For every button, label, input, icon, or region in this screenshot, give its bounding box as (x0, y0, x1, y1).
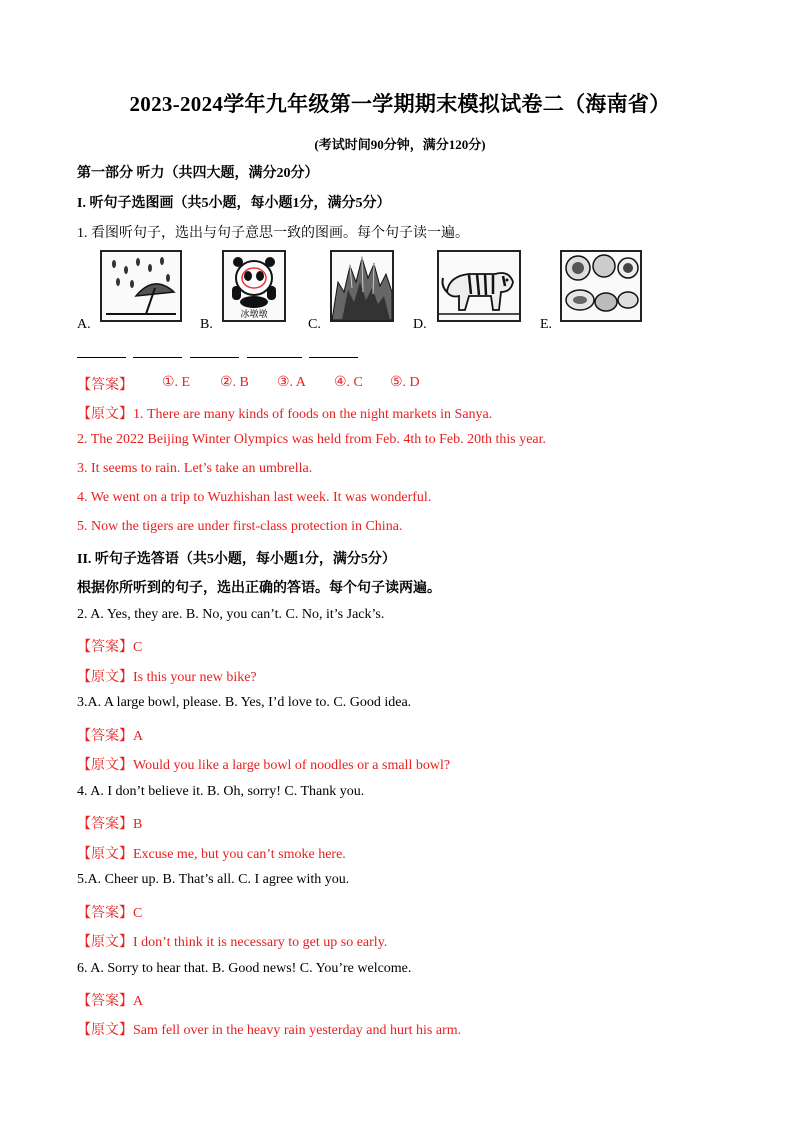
answer-value: ④. C (334, 375, 363, 390)
transcript-line (77, 403, 492, 423)
answer-value: ③. A (277, 375, 306, 390)
tiger-icon (437, 250, 521, 322)
answer-line (77, 902, 142, 922)
night-market-food-icon (560, 250, 642, 322)
question-instruction: 1. 看图听句子，选出与句子意思一致的图画。每个句子读一遍。 (77, 226, 469, 241)
answer-value: C (133, 640, 143, 655)
answer-tag: 【答案】 (77, 906, 133, 921)
transcript-text: Sam fell over in the heavy rain yesterday and hurt his arm. (133, 1023, 462, 1038)
answer-value: A (133, 994, 144, 1009)
bing-dwen-dwen-mascot-icon (222, 250, 286, 322)
answer-value: ①. E (162, 375, 191, 390)
section-heading: II. 听句子选答语（共5小题，每小题1分，满分5分） (77, 552, 396, 567)
transcript-tag: 【原文】 (77, 847, 133, 862)
answer-tag: 【答案】 (77, 640, 133, 655)
answer-value: C (133, 906, 143, 921)
answer-tag: 【答案】 (77, 994, 133, 1009)
transcript-text: 1. There are many kinds of foods on the night markets in Sanya. (133, 407, 493, 422)
transcript-tag: 【原文】 (77, 407, 133, 422)
option-b-label: B. (200, 317, 213, 332)
transcript-line (77, 1019, 461, 1039)
answer-tag: 【答案】 (77, 817, 133, 832)
question-options: 5.A. Cheer up. B. That’s all. C. I agree with you. (77, 872, 350, 887)
section-heading: I. 听句子选图画（共5小题，每小题1分，满分5分） (77, 196, 391, 211)
rain-umbrella-icon (100, 250, 182, 322)
transcript-text: Is this your new bike? (133, 670, 257, 685)
transcript-text: 3. It seems to rain. Let’s take an umbrella. (77, 461, 313, 476)
transcript-tag: 【原文】 (77, 1023, 133, 1038)
question-options: 4. A. I don’t believe it. B. Oh, sorry! C. Thank you. (77, 784, 365, 799)
transcript-line (77, 666, 257, 686)
option-d-label: D. (413, 317, 427, 332)
answer-line (77, 636, 142, 656)
option-c-label: C. (308, 317, 321, 332)
transcript-text: 2. The 2022 Beijing Winter Olympics was held from Feb. 4th to Feb. 20th this year. (77, 432, 547, 447)
transcript-text: 4. We went on a trip to Wuzhishan last week. It was wonderful. (77, 490, 432, 505)
section-instruction: 根据你所听到的句子，选出正确的答语。每个句子读两遍。 (77, 581, 441, 596)
transcript-tag: 【原文】 (77, 670, 133, 685)
question-options: 2. A. Yes, they are. B. No, you can’t. C. No, it’s Jack’s. (77, 607, 385, 622)
part-heading: 第一部分 听力（共四大题，满分20分） (77, 166, 319, 181)
answer-line (77, 813, 142, 833)
option-a-label: A. (77, 317, 91, 332)
answer-value: B (133, 817, 143, 832)
option-e-label: E. (540, 317, 553, 332)
transcript-line (77, 754, 450, 774)
transcript-text: Would you like a large bowl of noodles or a small bowl? (133, 758, 451, 773)
mountain-icon (330, 250, 394, 322)
answer-tag: 【答案】 (77, 729, 133, 744)
question-options: 6. A. Sorry to hear that. B. Good news! C. You’re welcome. (77, 961, 412, 976)
answer-value: ②. B (220, 375, 249, 390)
mascot-caption: 冰墩墩 (240, 310, 268, 320)
transcript-text: I don’t think it is necessary to get up so early. (133, 935, 388, 950)
page-title: 2023-2024学年九年级第一学期期末模拟试卷二（海南省） (129, 92, 671, 116)
transcript-text: Excuse me, but you can’t smoke here. (133, 847, 346, 862)
transcript-tag: 【原文】 (77, 758, 133, 773)
transcript-line (77, 931, 387, 951)
answer-blank[interactable] (247, 357, 302, 358)
answer-blank[interactable] (309, 357, 358, 358)
answer-blank[interactable] (77, 357, 126, 358)
answer-tag: 【答案】 (77, 378, 133, 393)
transcript-tag: 【原文】 (77, 935, 133, 950)
answer-value: A (133, 729, 144, 744)
answer-blank[interactable] (190, 357, 239, 358)
answer-line (77, 725, 143, 745)
answer-line (77, 990, 143, 1010)
question-options: 3.A. A large bowl, please. B. Yes, I’d love to. C. Good idea. (77, 695, 412, 710)
transcript-text: 5. Now the tigers are under first-class protection in China. (77, 519, 403, 534)
answer-value: ⑤. D (390, 375, 420, 390)
exam-time-note: (考试时间90分钟，满分120分) (314, 137, 486, 152)
transcript-line (77, 843, 346, 863)
answer-blank[interactable] (133, 357, 182, 358)
